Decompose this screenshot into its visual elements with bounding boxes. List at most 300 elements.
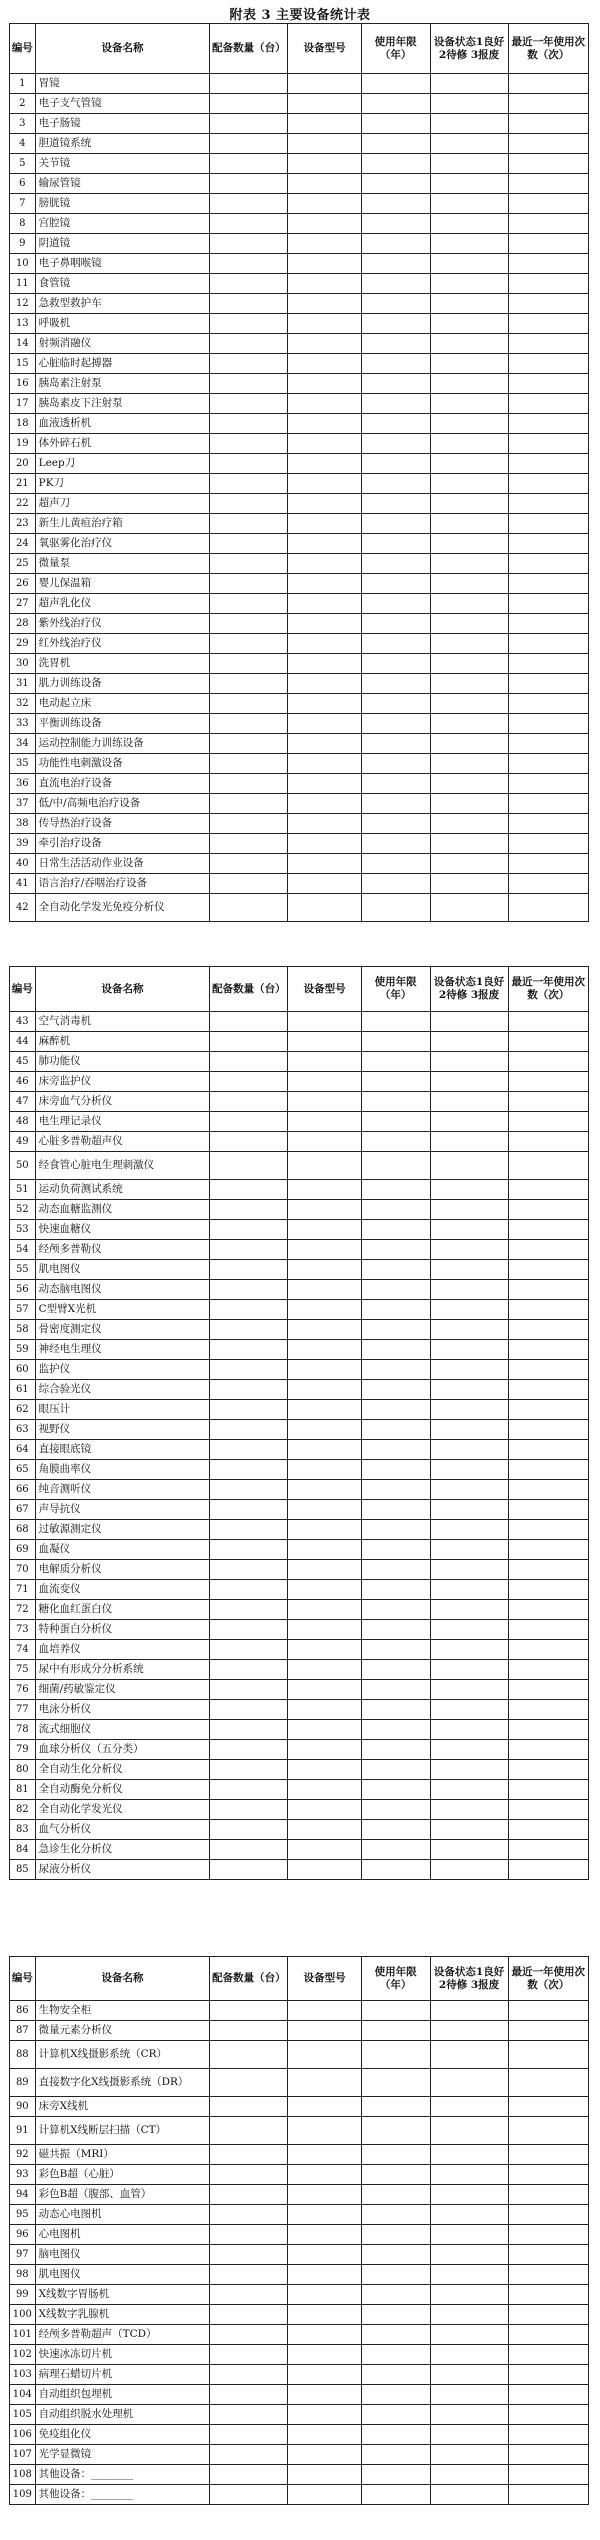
years-cell[interactable] — [361, 2021, 430, 2041]
years-cell[interactable] — [361, 2265, 430, 2285]
status-cell[interactable] — [430, 1380, 508, 1400]
years-cell[interactable] — [361, 1660, 430, 1680]
model-cell[interactable] — [288, 714, 361, 734]
model-cell[interactable] — [288, 874, 361, 894]
usage-cell[interactable] — [508, 754, 588, 774]
status-cell[interactable] — [430, 1132, 508, 1152]
model-cell[interactable] — [288, 1740, 361, 1760]
years-cell[interactable] — [361, 1320, 430, 1340]
years-cell[interactable] — [361, 1440, 430, 1460]
status-cell[interactable] — [430, 274, 508, 294]
years-cell[interactable] — [361, 454, 430, 474]
model-cell[interactable] — [288, 1320, 361, 1340]
years-cell[interactable] — [361, 1480, 430, 1500]
qty-cell[interactable] — [210, 754, 288, 774]
status-cell[interactable] — [430, 1260, 508, 1280]
usage-cell[interactable] — [508, 794, 588, 814]
qty-cell[interactable] — [210, 1072, 288, 1092]
usage-cell[interactable] — [508, 2185, 588, 2205]
qty-cell[interactable] — [210, 494, 288, 514]
model-cell[interactable] — [288, 834, 361, 854]
qty-cell[interactable] — [210, 454, 288, 474]
status-cell[interactable] — [430, 1280, 508, 1300]
usage-cell[interactable] — [508, 2265, 588, 2285]
years-cell[interactable] — [361, 2305, 430, 2325]
model-cell[interactable] — [288, 414, 361, 434]
status-cell[interactable] — [430, 94, 508, 114]
model-cell[interactable] — [288, 2245, 361, 2265]
model-cell[interactable] — [288, 2285, 361, 2305]
years-cell[interactable] — [361, 674, 430, 694]
usage-cell[interactable] — [508, 2205, 588, 2225]
usage-cell[interactable] — [508, 1580, 588, 1600]
status-cell[interactable] — [430, 1072, 508, 1092]
usage-cell[interactable] — [508, 1440, 588, 1460]
model-cell[interactable] — [288, 574, 361, 594]
usage-cell[interactable] — [508, 854, 588, 874]
model-cell[interactable] — [288, 894, 361, 922]
qty-cell[interactable] — [210, 2325, 288, 2345]
model-cell[interactable] — [288, 1720, 361, 1740]
status-cell[interactable] — [430, 1800, 508, 1820]
qty-cell[interactable] — [210, 2305, 288, 2325]
model-cell[interactable] — [288, 1240, 361, 1260]
years-cell[interactable] — [361, 174, 430, 194]
qty-cell[interactable] — [210, 1132, 288, 1152]
status-cell[interactable] — [430, 1640, 508, 1660]
status-cell[interactable] — [430, 174, 508, 194]
qty-cell[interactable] — [210, 1280, 288, 1300]
years-cell[interactable] — [361, 114, 430, 134]
model-cell[interactable] — [288, 274, 361, 294]
model-cell[interactable] — [288, 1200, 361, 1220]
years-cell[interactable] — [361, 374, 430, 394]
usage-cell[interactable] — [508, 614, 588, 634]
qty-cell[interactable] — [210, 1780, 288, 1800]
qty-cell[interactable] — [210, 1300, 288, 1320]
usage-cell[interactable] — [508, 774, 588, 794]
qty-cell[interactable] — [210, 2185, 288, 2205]
usage-cell[interactable] — [508, 1720, 588, 1740]
qty-cell[interactable] — [210, 1420, 288, 1440]
status-cell[interactable] — [430, 2097, 508, 2117]
usage-cell[interactable] — [508, 2405, 588, 2425]
usage-cell[interactable] — [508, 2305, 588, 2325]
usage-cell[interactable] — [508, 2365, 588, 2385]
model-cell[interactable] — [288, 2465, 361, 2485]
model-cell[interactable] — [288, 1820, 361, 1840]
qty-cell[interactable] — [210, 314, 288, 334]
status-cell[interactable] — [430, 1600, 508, 1620]
model-cell[interactable] — [288, 2265, 361, 2285]
usage-cell[interactable] — [508, 2445, 588, 2465]
status-cell[interactable] — [430, 1760, 508, 1780]
years-cell[interactable] — [361, 294, 430, 314]
model-cell[interactable] — [288, 2225, 361, 2245]
years-cell[interactable] — [361, 494, 430, 514]
model-cell[interactable] — [288, 1520, 361, 1540]
status-cell[interactable] — [430, 1500, 508, 1520]
status-cell[interactable] — [430, 2021, 508, 2041]
qty-cell[interactable] — [210, 154, 288, 174]
qty-cell[interactable] — [210, 234, 288, 254]
usage-cell[interactable] — [508, 214, 588, 234]
usage-cell[interactable] — [508, 2245, 588, 2265]
qty-cell[interactable] — [210, 2365, 288, 2385]
qty-cell[interactable] — [210, 1840, 288, 1860]
model-cell[interactable] — [288, 114, 361, 134]
model-cell[interactable] — [288, 2165, 361, 2185]
usage-cell[interactable] — [508, 1400, 588, 1420]
status-cell[interactable] — [430, 154, 508, 174]
years-cell[interactable] — [361, 1740, 430, 1760]
status-cell[interactable] — [430, 1720, 508, 1740]
years-cell[interactable] — [361, 74, 430, 94]
qty-cell[interactable] — [210, 1220, 288, 1240]
years-cell[interactable] — [361, 1500, 430, 1520]
qty-cell[interactable] — [210, 2445, 288, 2465]
status-cell[interactable] — [430, 1112, 508, 1132]
status-cell[interactable] — [430, 354, 508, 374]
qty-cell[interactable] — [210, 1460, 288, 1480]
years-cell[interactable] — [361, 154, 430, 174]
qty-cell[interactable] — [210, 634, 288, 654]
status-cell[interactable] — [430, 794, 508, 814]
years-cell[interactable] — [361, 1780, 430, 1800]
status-cell[interactable] — [430, 254, 508, 274]
model-cell[interactable] — [288, 734, 361, 754]
qty-cell[interactable] — [210, 334, 288, 354]
years-cell[interactable] — [361, 2001, 430, 2021]
usage-cell[interactable] — [508, 1680, 588, 1700]
model-cell[interactable] — [288, 514, 361, 534]
years-cell[interactable] — [361, 1840, 430, 1860]
usage-cell[interactable] — [508, 134, 588, 154]
qty-cell[interactable] — [210, 1760, 288, 1780]
status-cell[interactable] — [430, 1400, 508, 1420]
qty-cell[interactable] — [210, 1860, 288, 1880]
usage-cell[interactable] — [508, 534, 588, 554]
status-cell[interactable] — [430, 654, 508, 674]
years-cell[interactable] — [361, 614, 430, 634]
model-cell[interactable] — [288, 2041, 361, 2069]
years-cell[interactable] — [361, 1860, 430, 1880]
status-cell[interactable] — [430, 814, 508, 834]
qty-cell[interactable] — [210, 874, 288, 894]
status-cell[interactable] — [430, 1360, 508, 1380]
qty-cell[interactable] — [210, 134, 288, 154]
status-cell[interactable] — [430, 574, 508, 594]
usage-cell[interactable] — [508, 2117, 588, 2145]
qty-cell[interactable] — [210, 114, 288, 134]
model-cell[interactable] — [288, 2405, 361, 2425]
qty-cell[interactable] — [210, 2069, 288, 2097]
years-cell[interactable] — [361, 854, 430, 874]
status-cell[interactable] — [430, 1540, 508, 1560]
usage-cell[interactable] — [508, 2285, 588, 2305]
status-cell[interactable] — [430, 2205, 508, 2225]
model-cell[interactable] — [288, 1112, 361, 1132]
years-cell[interactable] — [361, 1112, 430, 1132]
qty-cell[interactable] — [210, 1092, 288, 1112]
usage-cell[interactable] — [508, 374, 588, 394]
status-cell[interactable] — [430, 1820, 508, 1840]
years-cell[interactable] — [361, 754, 430, 774]
years-cell[interactable] — [361, 1620, 430, 1640]
usage-cell[interactable] — [508, 1740, 588, 1760]
qty-cell[interactable] — [210, 1740, 288, 1760]
model-cell[interactable] — [288, 1600, 361, 1620]
usage-cell[interactable] — [508, 1340, 588, 1360]
usage-cell[interactable] — [508, 894, 588, 922]
years-cell[interactable] — [361, 1580, 430, 1600]
model-cell[interactable] — [288, 1400, 361, 1420]
model-cell[interactable] — [288, 2305, 361, 2325]
qty-cell[interactable] — [210, 814, 288, 834]
years-cell[interactable] — [361, 354, 430, 374]
usage-cell[interactable] — [508, 1500, 588, 1520]
qty-cell[interactable] — [210, 594, 288, 614]
status-cell[interactable] — [430, 1740, 508, 1760]
years-cell[interactable] — [361, 794, 430, 814]
years-cell[interactable] — [361, 1180, 430, 1200]
status-cell[interactable] — [430, 1780, 508, 1800]
model-cell[interactable] — [288, 694, 361, 714]
years-cell[interactable] — [361, 1280, 430, 1300]
usage-cell[interactable] — [508, 2097, 588, 2117]
model-cell[interactable] — [288, 1860, 361, 1880]
years-cell[interactable] — [361, 1820, 430, 1840]
usage-cell[interactable] — [508, 114, 588, 134]
status-cell[interactable] — [430, 234, 508, 254]
usage-cell[interactable] — [508, 2145, 588, 2165]
years-cell[interactable] — [361, 2325, 430, 2345]
usage-cell[interactable] — [508, 474, 588, 494]
model-cell[interactable] — [288, 2485, 361, 2505]
model-cell[interactable] — [288, 1220, 361, 1240]
years-cell[interactable] — [361, 2445, 430, 2465]
qty-cell[interactable] — [210, 1200, 288, 1220]
qty-cell[interactable] — [210, 414, 288, 434]
usage-cell[interactable] — [508, 2345, 588, 2365]
qty-cell[interactable] — [210, 1800, 288, 1820]
usage-cell[interactable] — [508, 814, 588, 834]
status-cell[interactable] — [430, 1440, 508, 1460]
model-cell[interactable] — [288, 814, 361, 834]
status-cell[interactable] — [430, 634, 508, 654]
model-cell[interactable] — [288, 1340, 361, 1360]
usage-cell[interactable] — [508, 1800, 588, 1820]
status-cell[interactable] — [430, 694, 508, 714]
qty-cell[interactable] — [210, 1400, 288, 1420]
usage-cell[interactable] — [508, 1380, 588, 1400]
model-cell[interactable] — [288, 454, 361, 474]
status-cell[interactable] — [430, 1860, 508, 1880]
qty-cell[interactable] — [210, 894, 288, 922]
usage-cell[interactable] — [508, 454, 588, 474]
qty-cell[interactable] — [210, 254, 288, 274]
model-cell[interactable] — [288, 1440, 361, 1460]
years-cell[interactable] — [361, 574, 430, 594]
usage-cell[interactable] — [508, 654, 588, 674]
status-cell[interactable] — [430, 2345, 508, 2365]
years-cell[interactable] — [361, 2225, 430, 2245]
usage-cell[interactable] — [508, 734, 588, 754]
qty-cell[interactable] — [210, 274, 288, 294]
status-cell[interactable] — [430, 1560, 508, 1580]
years-cell[interactable] — [361, 134, 430, 154]
qty-cell[interactable] — [210, 394, 288, 414]
model-cell[interactable] — [288, 1760, 361, 1780]
status-cell[interactable] — [430, 834, 508, 854]
years-cell[interactable] — [361, 2205, 430, 2225]
years-cell[interactable] — [361, 1360, 430, 1380]
model-cell[interactable] — [288, 854, 361, 874]
usage-cell[interactable] — [508, 1480, 588, 1500]
status-cell[interactable] — [430, 874, 508, 894]
usage-cell[interactable] — [508, 594, 588, 614]
qty-cell[interactable] — [210, 1600, 288, 1620]
model-cell[interactable] — [288, 1360, 361, 1380]
qty-cell[interactable] — [210, 774, 288, 794]
usage-cell[interactable] — [508, 1840, 588, 1860]
status-cell[interactable] — [430, 2001, 508, 2021]
years-cell[interactable] — [361, 534, 430, 554]
qty-cell[interactable] — [210, 174, 288, 194]
years-cell[interactable] — [361, 1760, 430, 1780]
years-cell[interactable] — [361, 1092, 430, 1112]
qty-cell[interactable] — [210, 2117, 288, 2145]
qty-cell[interactable] — [210, 1620, 288, 1640]
usage-cell[interactable] — [508, 294, 588, 314]
qty-cell[interactable] — [210, 1320, 288, 1340]
status-cell[interactable] — [430, 714, 508, 734]
years-cell[interactable] — [361, 2041, 430, 2069]
usage-cell[interactable] — [508, 354, 588, 374]
status-cell[interactable] — [430, 1152, 508, 1180]
qty-cell[interactable] — [210, 1480, 288, 1500]
status-cell[interactable] — [430, 454, 508, 474]
qty-cell[interactable] — [210, 2425, 288, 2445]
qty-cell[interactable] — [210, 2285, 288, 2305]
usage-cell[interactable] — [508, 274, 588, 294]
model-cell[interactable] — [288, 654, 361, 674]
qty-cell[interactable] — [210, 2021, 288, 2041]
model-cell[interactable] — [288, 614, 361, 634]
model-cell[interactable] — [288, 94, 361, 114]
model-cell[interactable] — [288, 1620, 361, 1640]
status-cell[interactable] — [430, 674, 508, 694]
status-cell[interactable] — [430, 2485, 508, 2505]
years-cell[interactable] — [361, 714, 430, 734]
years-cell[interactable] — [361, 1240, 430, 1260]
model-cell[interactable] — [288, 1092, 361, 1112]
model-cell[interactable] — [288, 2145, 361, 2165]
usage-cell[interactable] — [508, 1072, 588, 1092]
model-cell[interactable] — [288, 1560, 361, 1580]
qty-cell[interactable] — [210, 534, 288, 554]
usage-cell[interactable] — [508, 334, 588, 354]
qty-cell[interactable] — [210, 1032, 288, 1052]
status-cell[interactable] — [430, 1620, 508, 1640]
qty-cell[interactable] — [210, 2385, 288, 2405]
qty-cell[interactable] — [210, 1180, 288, 1200]
model-cell[interactable] — [288, 374, 361, 394]
years-cell[interactable] — [361, 734, 430, 754]
qty-cell[interactable] — [210, 74, 288, 94]
status-cell[interactable] — [430, 1520, 508, 1540]
years-cell[interactable] — [361, 1700, 430, 1720]
usage-cell[interactable] — [508, 434, 588, 454]
status-cell[interactable] — [430, 2069, 508, 2097]
status-cell[interactable] — [430, 434, 508, 454]
usage-cell[interactable] — [508, 554, 588, 574]
model-cell[interactable] — [288, 254, 361, 274]
model-cell[interactable] — [288, 394, 361, 414]
status-cell[interactable] — [430, 1300, 508, 1320]
qty-cell[interactable] — [210, 2265, 288, 2285]
usage-cell[interactable] — [508, 2425, 588, 2445]
qty-cell[interactable] — [210, 2001, 288, 2021]
years-cell[interactable] — [361, 2465, 430, 2485]
qty-cell[interactable] — [210, 474, 288, 494]
years-cell[interactable] — [361, 2245, 430, 2265]
model-cell[interactable] — [288, 1072, 361, 1092]
usage-cell[interactable] — [508, 1132, 588, 1152]
years-cell[interactable] — [361, 1132, 430, 1152]
qty-cell[interactable] — [210, 574, 288, 594]
years-cell[interactable] — [361, 2385, 430, 2405]
usage-cell[interactable] — [508, 1052, 588, 1072]
status-cell[interactable] — [430, 2285, 508, 2305]
model-cell[interactable] — [288, 2185, 361, 2205]
years-cell[interactable] — [361, 1260, 430, 1280]
status-cell[interactable] — [430, 314, 508, 334]
years-cell[interactable] — [361, 594, 430, 614]
qty-cell[interactable] — [210, 1380, 288, 1400]
qty-cell[interactable] — [210, 2405, 288, 2425]
years-cell[interactable] — [361, 334, 430, 354]
model-cell[interactable] — [288, 2445, 361, 2465]
status-cell[interactable] — [430, 1460, 508, 1480]
model-cell[interactable] — [288, 2325, 361, 2345]
usage-cell[interactable] — [508, 94, 588, 114]
model-cell[interactable] — [288, 174, 361, 194]
qty-cell[interactable] — [210, 294, 288, 314]
years-cell[interactable] — [361, 1012, 430, 1032]
model-cell[interactable] — [288, 2425, 361, 2445]
years-cell[interactable] — [361, 1400, 430, 1420]
qty-cell[interactable] — [210, 2225, 288, 2245]
qty-cell[interactable] — [210, 1260, 288, 1280]
model-cell[interactable] — [288, 334, 361, 354]
status-cell[interactable] — [430, 214, 508, 234]
status-cell[interactable] — [430, 554, 508, 574]
status-cell[interactable] — [430, 1052, 508, 1072]
qty-cell[interactable] — [210, 1580, 288, 1600]
model-cell[interactable] — [288, 554, 361, 574]
usage-cell[interactable] — [508, 2485, 588, 2505]
usage-cell[interactable] — [508, 174, 588, 194]
years-cell[interactable] — [361, 2345, 430, 2365]
usage-cell[interactable] — [508, 514, 588, 534]
qty-cell[interactable] — [210, 734, 288, 754]
years-cell[interactable] — [361, 894, 430, 922]
usage-cell[interactable] — [508, 694, 588, 714]
qty-cell[interactable] — [210, 214, 288, 234]
status-cell[interactable] — [430, 2117, 508, 2145]
years-cell[interactable] — [361, 2185, 430, 2205]
